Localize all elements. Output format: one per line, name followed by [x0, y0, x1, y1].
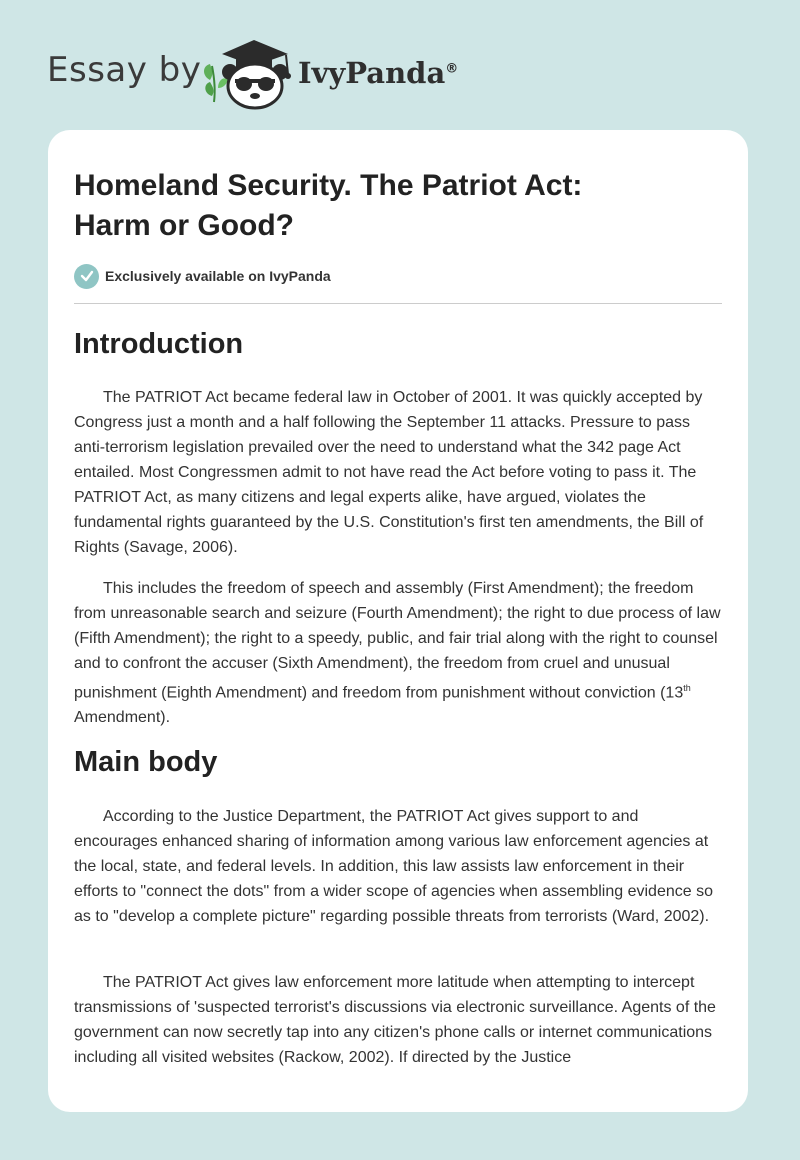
- title-line-2: Harm or Good?: [74, 209, 295, 242]
- essay-by-label: Essay by: [47, 50, 202, 90]
- paragraph: The PATRIOT Act became federal law in October of 2001. It was quickly accepted by Congress just a month and a half following the September 11 attacks. Pressure to pass anti-terrorism legislation prevailed over the need to understand what the 342 page Act entailed. Most Congressmen admit to not have read the Act before voting to pass it. The PATRIOT Act, as many citizens and legal experts alike, have argued, violates the fundamental rights guaranteed by the U.S. Constitution's first ten amendments, the Bill of Rights (Savage, 2006).: [74, 389, 704, 556]
- paragraph: According to the Justice Department, the PATRIOT Act gives support to and encourages enhanced sharing of information among various law enforcement agencies at the local, state, and federal levels. In addition, this law assists law enforcement in their efforts to "connect the dots" from a wider scope of agencies when assembling evidence so as to "develop a complete picture" regarding possible threats from terrorists (Ward, 2002).: [74, 808, 713, 925]
- section-heading-main-body: Main body: [74, 746, 218, 778]
- paragraph-text: This includes the freedom of speech and assembly (First Amendment); the freedom from unreasonable search and seizure (Fourth Amendment); the right to due process of law (Fifth Amendment); the right to a speedy, public, and fair trial along with the right to counsel and to confront the accuser (Sixth Amendment), the freedom from cruel and unusual punishment (Eighth Amendment) and freedom from punishment without conviction (13: [74, 580, 721, 702]
- panda-graduate-logo-icon[interactable]: [200, 36, 296, 110]
- exclusive-badge: [74, 263, 331, 289]
- essay-card: [48, 130, 748, 1112]
- registered-mark: ®: [445, 61, 459, 77]
- paragraph: [74, 576, 722, 730]
- ordinal-suffix: th: [683, 683, 691, 693]
- brand-name[interactable]: [298, 56, 458, 90]
- title-line-1: Homeland Security. The Patriot Act:: [74, 169, 583, 202]
- paragraph: The PATRIOT Act gives law enforcement more latitude when attempting to intercept transmissions of 'suspected terrorist's discussions via electronic surveillance. Agents of the government can now secretly tap into any citizen's phone calls or internet communications including all visited websites (Rackow, 2002). If directed by the Justice: [74, 974, 716, 1066]
- exclusive-badge-text: Exclusively available on IvyPanda: [105, 268, 331, 284]
- brand-text: IvyPanda: [298, 56, 446, 90]
- checkmark-icon: [74, 264, 99, 289]
- paragraph-tail: Amendment).: [74, 709, 171, 727]
- divider: [74, 303, 722, 304]
- section-heading-introduction: Introduction: [74, 328, 244, 360]
- site-header: [0, 0, 800, 130]
- essay-title: [74, 166, 722, 246]
